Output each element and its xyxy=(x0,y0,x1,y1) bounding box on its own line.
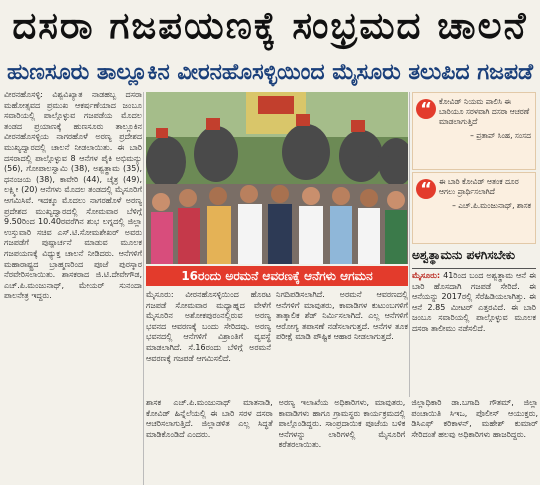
quote-text: ಕೋವಿಡ್‌ ನಿಯಮ ಪಾಲಿಸಿ ಈ ಬಾರಿಯೂ ಸರಳವಾಗಿ ದಸರಾ ಆಚರಣೆ ಮಾಡಲಾಗುತ್ತಿದೆ xyxy=(439,97,530,126)
bottom-column: ಶಾಸಕ ಎಚ್.ಪಿ.ಮಂಜುನಾಥ್ ಮಾತನಾಡಿ, ಕೋವಿಡ್ ಹಿನ್ನೆಲೆಯಲ್ಲಿ ಈ ಬಾರಿ ಸರಳ ದಸರಾ ಆಚರಿಸಲಾಗುತ್ತಿದೆ. ಜಿಲ್ಲಾಡಳಿತ ಎಲ್ಲ ಸಿದ್ಧತೆ ಮಾಡಿಕೊಂಡಿದೆ ಎಂದರು. xyxy=(146,398,273,439)
side-story-text: 41ರಿಂದ ಬಂದ ಅಶ್ವತ್ಥಾಮ ಆನೆ ಈ ಬಾರಿ ಹೊಸದಾಗಿ ಗಜಪಡೆ ಸೇರಿದೆ. ಈ ಆನೆಯನ್ನು 2017ರಲ್ಲಿ ಸೆರೆಹಿಡಿಯಲಾಗಿತ್ತು. ಈ ಆನೆ 2.85 ಮೀಟರ್ ಎತ್ತರವಿದೆ. ಈ ಬಾರಿ ಜಂಬೂ ಸವಾರಿಯಲ್ಲಿ ಪಾಲ್ಗೊಳ್ಳುವ ಮೂಲಕ ದಸರಾ ತಾಲೀಮು ನಡೆಸಲಿದೆ. xyxy=(412,271,536,333)
column-divider xyxy=(409,92,410,397)
quote-box xyxy=(412,92,536,170)
side-story-title: ಅಶ್ವತ್ಥಾಮನು ಪಳಗಿಸಬೇಕು xyxy=(412,248,536,269)
elephant-crowd-image xyxy=(146,92,408,264)
quote-mark-icon: “ xyxy=(416,99,436,119)
dateline: ಮೈಸೂರು: xyxy=(412,271,441,280)
mid-article-column-2: ನಿಗದಿಪಡಿಸಲಾಗಿದೆ. ಅರಮನೆ ಆವರಣದಲ್ಲಿ ಆನೆಗಳಿಗೆ ಮಾವುತರು, ಕಾವಾಡಿಗಳ ಕುಟುಂಬಗಳಿಗೆ ತಾತ್ಕಾಲಿಕ ಶೆಡ್ ನಿರ್ಮಿಸಲಾಗಿದೆ. ಎಲ್ಲ ಆನೆಗಳಿಗೆ ಆರೋಗ್ಯ ತಪಾಸಣೆ ನಡೆಸಲಾಗುತ್ತದೆ. ಆನೆಗಳ ತೂಕ ಪರೀಕ್ಷೆ ಮಾಡಿ ಪೌಷ್ಟಿಕ ಆಹಾರ ನೀಡಲಾಗುತ್ತದೆ. xyxy=(276,290,408,342)
bottom-article-row xyxy=(146,398,538,485)
quote-text: ಈ ಬಾರಿ ಕೋವಿಡ್ ಆತಂಕ ದೂರ ಆಗಲು ಪ್ರಾರ್ಥಿಸಲಾಗಿದೆ xyxy=(439,177,519,196)
quote-attribution: – ಪ್ರತಾಪ್ ಸಿಂಹ, ಸಂಸದ xyxy=(470,131,531,140)
headline: ದಸರಾ ಗಜಪಯಣಕ್ಕೆ ಸಂಭ್ರಮದ ಚಾಲನೆ xyxy=(12,4,528,47)
news-photo xyxy=(146,92,408,264)
photo-caption-banner: 16ರಂದು ಅರಮನೆ ಆವರಣಕ್ಕೆ ಆನೆಗಳು ಆಗಮನ xyxy=(146,266,408,286)
quote-box xyxy=(412,172,536,244)
side-story-body xyxy=(412,271,536,396)
bottom-column: ಜಿಲ್ಲಾಧಿಕಾರಿ ಡಾ.ಬಗಾದಿ ಗೌತಮ್, ಜಿಲ್ಲಾ ಪಂಚಾಯಿತಿ ಸಿಇಒ, ಪೊಲೀಸ್ ಆಯುಕ್ತರು, ಡಿಸಿಎಫ್ ಕರಿಕಾಳನ್, ಮಹೇಶ್ ಕುಮಾರ್ ಸೇರಿದಂತೆ ಹಲವು ಅಧಿಕಾರಿಗಳು ಹಾಜರಿದ್ದರು. xyxy=(411,398,539,439)
subheadline: ಹುಣಸೂರು ತಾಲ್ಲೂಕಿನ ವೀರನಹೊಸಳ್ಳಿಯಿಂದ ಮೈಸೂರು ತಲುಪಿದ ಗಜಪಡೆ xyxy=(7,59,533,85)
mid-article-column-1: ಮೈಸೂರು: ವೀರನಹೊಸಳ್ಳಿಯಿಂದ ಹೊರಟ ಗಜಪಡೆ ಸೋಮವಾರ ಮಧ್ಯಾಹ್ನದ ವೇಳೆಗೆ ಮೈಸೂರಿನ ಅಶೋಕಪುರಂನಲ್ಲಿರುವ ಅರಣ್ಯ ಭವನದ ಆವರಣಕ್ಕೆ ಬಂದು ಸೇರಿದವು. ಅರಣ್ಯ ಭವನದಲ್ಲಿ ಆನೆಗಳಿಗೆ ವಿಶ್ರಾಂತಿಗೆ ವ್ಯವಸ್ಥೆ ಮಾಡಲಾಗಿದೆ. ಸೆ.16ರಂದು ಬೆಳಿಗ್ಗೆ ಅರಮನೆ ಆವರಣಕ್ಕೆ ಗಜಪಡೆ ಆಗಮಿಸಲಿದೆ. xyxy=(146,290,271,363)
left-article-column: ವೀರನಹೊಸಳ್ಳಿ: ವಿಶ್ವವಿಖ್ಯಾತ ನಾಡಹಬ್ಬ ದಸರಾ ಮಹೋತ್ಸವದ ಪ್ರಮುಖ ಆಕರ್ಷಣೆಯಾದ ಜಂಬೂ ಸವಾರಿಯಲ್ಲಿ ಪಾಲ್ಗೊಳ್ಳುವ ಗಜಪಡೆಯ ಮೊದಲ ತಂಡದ ಪ್ರಯಾಣಕ್ಕೆ ಹುಣಸೂರು ತಾಲ್ಲೂಕಿನ ವೀರನಹೊಸಳ್ಳಿಯ ನಾಗರಹೊಳೆ ಅರಣ್ಯ ಪ್ರದೇಶದ ಮುಖ್ಯದ್ವಾರದಲ್ಲಿ ಚಾಲನೆ ನೀಡಲಾಯಿತು. ಈ ಬಾರಿ ದಸರಾದಲ್ಲಿ ಪಾಲ್ಗೊಳ್ಳುವ 8 ಆನೆಗಳ ಪೈಕಿ ಅಭಿಮನ್ಯು (56), ಗೋಪಾಲಸ್ವಾಮಿ (38), ಅಶ್ವತ್ಥಾಮ (35), ಧನಂಜಯ (38), ಕಾವೇರಿ (44), ಚೈತ್ರ (49), ಲಕ್ಷ್ಮೀ (20) ಆನೆಗಳು ಮೊದಲ ತಂಡದಲ್ಲಿ ಮೈಸೂರಿಗೆ ಆಗಮಿಸಿವೆ. ಇದಕ್ಕೂ ಮೊದಲು ನಾಗರಹೊಳೆ ಅರಣ್ಯ ಪ್ರದೇಶದ ಮುಖ್ಯದ್ವಾರದಲ್ಲಿ ಸೋಮವಾರ ಬೆಳಿಗ್ಗೆ 9.50ರಿಂದ 10.40ರವರೆಗಿನ ಶುಭ ಲಗ್ನದಲ್ಲಿ ಜಿಲ್ಲಾ ಉಸ್ತುವಾರಿ ಸಚಿವ ಎಸ್.ಟಿ.ಸೋಮಶೇಖರ್ ಅವರು ಗಜಪಡೆಗೆ ಪುಷ್ಪಾರ್ಚನೆ ಮಾಡುವ ಮೂಲಕ ಗಜಪಯಣಕ್ಕೆ ವಿಧ್ಯುಕ್ತ ಚಾಲನೆ ನೀಡಿದರು. ಆನೆಗಳಿಗೆ ಮಹಾರಾಷ್ಟ್ರದ ಬ್ರಾಹ್ಮಣರಿಂದ ಪೂಜೆ ಪುರಸ್ಕಾರ ನೆರವೇರಿಸಲಾಯಿತು. ಶಾಸಕರಾದ ಜಿ.ಟಿ.ದೇವೇಗೌಡ, ಎಚ್.ಪಿ.ಮಂಜುನಾಥ್, ಮೇಯರ್ ಸುನಂದಾ ಪಾಲನೇತ್ರ ಇದ್ದರು. xyxy=(4,90,142,301)
bottom-column: ಅರಣ್ಯ ಇಲಾಖೆಯ ಅಧಿಕಾರಿಗಳು, ಮಾವುತರು, ಕಾವಾಡಿಗಳು ಹಾಗೂ ಗ್ರಾಮಸ್ಥರು ಕಾರ್ಯಕ್ರಮದಲ್ಲಿ ಪಾಲ್ಗೊಂಡಿದ್ದರು. ಸಾಂಪ್ರದಾಯಿಕ ಪೂಜೆಯ ಬಳಿಕ ಆನೆಗಳನ್ನು ಲಾರಿಗಳಲ್ಲಿ ಮೈಸೂರಿಗೆ ಕರೆತರಲಾಯಿತು. xyxy=(278,398,406,450)
quote-attribution: – ಎಚ್.ಪಿ.ಮಂಜುನಾಥ್, ಶಾಸಕ xyxy=(452,201,531,210)
quote-mark-icon: “ xyxy=(416,179,436,199)
column-divider xyxy=(143,92,144,485)
